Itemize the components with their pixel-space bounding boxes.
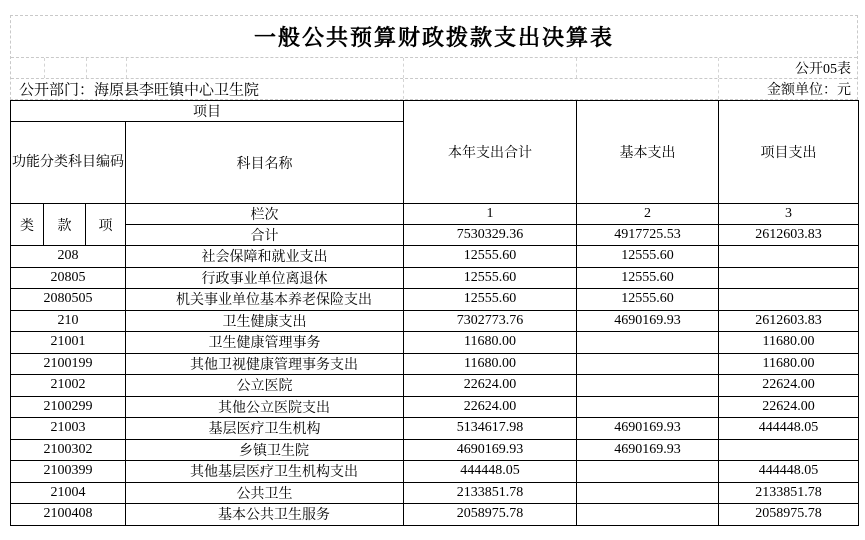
code-cell: 21001 [11, 332, 126, 354]
code-cell: 208 [11, 246, 126, 268]
total-expense-cell: 2133851.78 [404, 482, 577, 504]
table-row [11, 246, 859, 268]
unit-label: 金额单位：元 [767, 83, 851, 98]
code-cell: 21004 [11, 482, 126, 504]
project-expense-cell: 444448.05 [719, 418, 859, 440]
basic-expense-cell: 12555.60 [577, 246, 719, 268]
code-cell: 20805 [11, 267, 126, 289]
table-row [11, 353, 859, 375]
basic-expense-cell [577, 504, 719, 526]
total-expense-cell: 22624.00 [404, 396, 577, 418]
subject-name-cell: 公共卫生 [126, 482, 404, 504]
subject-name-cell: 卫生健康支出 [126, 310, 404, 332]
sheet-number-band [11, 58, 857, 79]
header-class: 类 [11, 204, 44, 246]
column-gridline [403, 58, 404, 78]
header-item: 项 [86, 204, 126, 246]
code-cell: 2100299 [11, 396, 126, 418]
table-row [11, 482, 859, 504]
table-row [11, 418, 859, 440]
total-expense-cell: 12555.60 [404, 246, 577, 268]
subject-name-cell: 公立医院 [126, 375, 404, 397]
table-row [11, 267, 859, 289]
header-project-expense: 项目支出 [719, 101, 859, 204]
table-row [11, 504, 859, 526]
title-band [11, 16, 857, 58]
project-expense-cell: 11680.00 [719, 332, 859, 354]
subject-name-cell: 行政事业单位离退休 [126, 267, 404, 289]
subject-name-cell: 机关事业单位基本养老保险支出 [126, 289, 404, 311]
total-row-total: 7530329.36 [404, 225, 577, 246]
subject-name-cell: 基层医疗卫生机构 [126, 418, 404, 440]
table-row [11, 310, 859, 332]
basic-expense-cell: 4690169.93 [577, 310, 719, 332]
header-project: 项目 [11, 101, 404, 122]
sheet-number-label: 公开05表 [795, 62, 851, 77]
project-expense-cell: 22624.00 [719, 375, 859, 397]
table-row [11, 375, 859, 397]
total-expense-cell: 444448.05 [404, 461, 577, 483]
basic-expense-cell [577, 482, 719, 504]
total-row [11, 225, 859, 246]
table-body [11, 246, 859, 526]
code-cell: 2100399 [11, 461, 126, 483]
column-gridline [718, 79, 719, 99]
total-expense-cell: 12555.60 [404, 289, 577, 311]
basic-expense-cell [577, 353, 719, 375]
column-gridline [576, 58, 577, 78]
header-row-columns [11, 204, 859, 225]
subject-name-cell: 其他卫视健康管理事务支出 [126, 353, 404, 375]
project-expense-cell: 2133851.78 [719, 482, 859, 504]
code-cell: 2080505 [11, 289, 126, 311]
project-expense-cell: 11680.00 [719, 353, 859, 375]
total-row-basic: 4917725.53 [577, 225, 719, 246]
column-gridline [718, 58, 719, 78]
table-row [11, 332, 859, 354]
basic-expense-cell [577, 461, 719, 483]
header-total-expense: 本年支出合计 [404, 101, 577, 204]
total-expense-cell: 4690169.93 [404, 439, 577, 461]
subject-name-cell: 卫生健康管理事务 [126, 332, 404, 354]
basic-expense-cell: 12555.60 [577, 289, 719, 311]
header-row-project [11, 101, 859, 122]
code-cell: 2100408 [11, 504, 126, 526]
column-number-3: 3 [719, 204, 859, 225]
column-gridline [126, 58, 127, 78]
sheet-header-area [10, 15, 858, 100]
column-gridline [44, 58, 45, 78]
header-section: 款 [44, 204, 86, 246]
project-expense-cell [719, 246, 859, 268]
project-expense-cell: 2612603.83 [719, 310, 859, 332]
total-expense-cell: 11680.00 [404, 332, 577, 354]
basic-expense-cell [577, 396, 719, 418]
subject-name-cell: 其他基层医疗卫生机构支出 [126, 461, 404, 483]
table-row [11, 396, 859, 418]
subject-name-cell: 其他公立医院支出 [126, 396, 404, 418]
basic-expense-cell [577, 332, 719, 354]
basic-expense-cell [577, 375, 719, 397]
header-code-group: 功能分类科目编码 [11, 122, 126, 204]
code-cell: 21003 [11, 418, 126, 440]
table-row [11, 439, 859, 461]
code-cell: 210 [11, 310, 126, 332]
total-row-label: 合计 [126, 225, 404, 246]
page-title: 一般公共预算财政拨款支出决算表 [253, 25, 614, 50]
subject-name-cell: 乡镇卫生院 [126, 439, 404, 461]
table-row [11, 461, 859, 483]
header-basic-expense: 基本支出 [577, 101, 719, 204]
total-expense-cell: 7302773.76 [404, 310, 577, 332]
basic-expense-cell: 4690169.93 [577, 439, 719, 461]
code-cell: 21002 [11, 375, 126, 397]
total-expense-cell: 5134617.98 [404, 418, 577, 440]
subject-name-cell: 社会保障和就业支出 [126, 246, 404, 268]
column-number-2: 2 [577, 204, 719, 225]
subject-name-cell: 基本公共卫生服务 [126, 504, 404, 526]
project-expense-cell [719, 289, 859, 311]
total-row-project: 2612603.83 [719, 225, 859, 246]
total-expense-cell: 11680.00 [404, 353, 577, 375]
table-row [11, 289, 859, 311]
department-band [11, 79, 857, 99]
header-subject-name: 科目名称 [126, 122, 404, 204]
basic-expense-cell: 12555.60 [577, 267, 719, 289]
code-cell: 2100302 [11, 439, 126, 461]
project-expense-cell: 22624.00 [719, 396, 859, 418]
code-cell: 2100199 [11, 353, 126, 375]
total-expense-cell: 2058975.78 [404, 504, 577, 526]
lanci-label: 栏次 [126, 204, 404, 225]
project-expense-cell: 444448.05 [719, 461, 859, 483]
total-expense-cell: 12555.60 [404, 267, 577, 289]
project-expense-cell [719, 439, 859, 461]
total-expense-cell: 22624.00 [404, 375, 577, 397]
budget-table [10, 100, 859, 526]
column-gridline [86, 58, 87, 78]
department-label: 公开部门：海原县李旺镇中心卫生院 [19, 82, 260, 99]
project-expense-cell: 2058975.78 [719, 504, 859, 526]
column-number-1: 1 [404, 204, 577, 225]
column-gridline [403, 79, 404, 99]
project-expense-cell [719, 267, 859, 289]
basic-expense-cell: 4690169.93 [577, 418, 719, 440]
